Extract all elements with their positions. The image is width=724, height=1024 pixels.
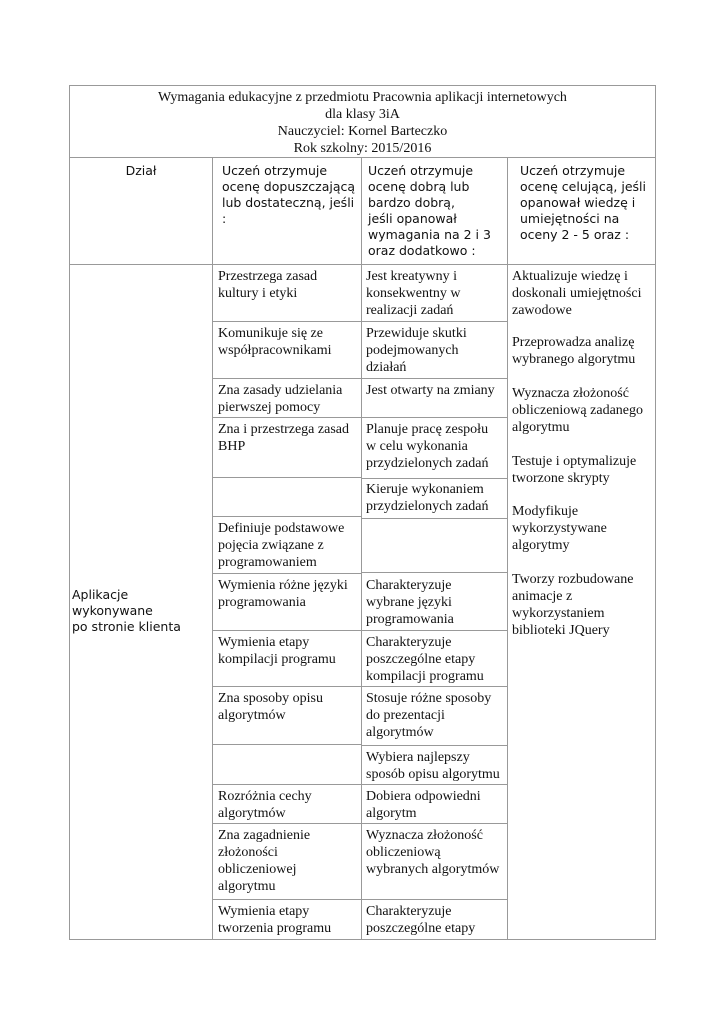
row-divider (361, 572, 507, 573)
row-divider (212, 686, 507, 687)
requirement-basic: Zna zasady udzielania pierwszej pomocy (218, 383, 343, 415)
row-divider (212, 784, 507, 785)
row-divider (361, 478, 507, 479)
requirement-good: Charakteryzuje poszczególne etapy (366, 904, 476, 936)
row-divider (361, 518, 507, 519)
requirement-good: Dobiera odpowiedni algorytm (366, 789, 481, 821)
requirement-excellent: Przeprowadza analizę wybranego algorytmu (512, 335, 636, 367)
requirement-excellent: Aktualizuje wiedzę i doskonali umiejętności zawodowe (512, 269, 642, 318)
row-divider (212, 573, 362, 574)
column-header-section: Dział (125, 163, 157, 178)
row-divider (212, 417, 507, 418)
title-line-teacher: Nauczyciel: Kornel Barteczko (277, 124, 448, 139)
requirement-good: Charakteryzuje poszczególne etapy kompilacji programu (366, 635, 484, 684)
document-title (70, 89, 655, 157)
requirement-good: Przewiduje skutki podejmowanych działań (366, 326, 467, 375)
column-header-grade-2-3: Uczeń otrzymuje ocenę dopuszczającą lub dostateczną, jeśli : (222, 163, 356, 226)
requirement-basic: Wymienia etapy kompilacji programu (218, 635, 336, 667)
requirement-good: Jest otwarty na zmiany (366, 383, 495, 398)
section-label: Aplikacje wykonywane po stronie klienta (72, 587, 181, 634)
row-divider (212, 744, 362, 745)
requirement-good: Jest kreatywny i konsekwentny w realizacji zadań (366, 269, 461, 318)
title-line-year: Rok szkolny: 2015/2016 (293, 141, 432, 156)
requirement-good: Wyznacza złożoność obliczeniową wybranych algorytmów (366, 828, 500, 877)
title-divider (69, 157, 656, 158)
requirement-good: Kieruje wykonaniem przydzielonych zadań (366, 482, 489, 514)
requirement-good: Wybiera najlepszy sposób opisu algorytmu (366, 750, 500, 782)
requirement-good: Stosuje różne sposoby do prezentacji algorytmów (366, 691, 492, 740)
row-divider (212, 516, 362, 517)
row-divider (212, 477, 362, 478)
requirement-basic: Przestrzega zasad kultury i etyki (218, 269, 318, 301)
requirement-excellent: Tworzy rozbudowane animacje z wykorzystaniem biblioteki JQuery (512, 572, 634, 638)
title-line-class: dla klasy 3iA (325, 107, 400, 122)
row-divider (212, 630, 507, 631)
requirement-basic: Zna sposoby opisu algorytmów (218, 691, 323, 723)
requirement-basic: Zna i przestrzega zasad BHP (218, 422, 349, 454)
requirement-basic: Zna zagadnienie złożoności obliczeniowej algorytmu (218, 828, 311, 894)
col-divider-3 (507, 157, 508, 940)
requirement-excellent: Wyznacza złożoność obliczeniową zadanego algorytmu (512, 386, 643, 435)
row-divider (212, 321, 507, 322)
requirement-good: Charakteryzuje wybrane języki programowania (366, 578, 454, 627)
row-divider (212, 378, 507, 379)
requirement-basic: Definiuje podstawowe pojęcia związane z programowaniem (218, 521, 345, 570)
requirement-excellent: Testuje i optymalizuje tworzone skrypty (512, 454, 637, 486)
requirement-excellent: Modyfikuje wykorzystywane algorytmy (512, 504, 607, 553)
requirement-basic: Rozróżnia cechy algorytmów (218, 789, 312, 821)
column-header-grade-6: Uczeń otrzymuje ocenę celującą, jeśli opanował wiedzę i umiejętności na oceny 2 - 5 oraz : (520, 163, 646, 242)
requirement-basic: Komunikuje się ze współpracownikami (218, 326, 332, 358)
row-divider (212, 899, 507, 900)
title-line-subject: Wymagania edukacyjne z przedmiotu Pracownia aplikacji internetowych (158, 90, 567, 105)
requirement-good: Planuje pracę zespołu w celu wykonania przydzielonych zadań (366, 422, 489, 471)
requirement-basic: Wymienia etapy tworzenia programu (218, 904, 332, 936)
header-divider (69, 264, 656, 265)
column-header-grade-4-5: Uczeń otrzymuje ocenę dobrą lub bardzo dobrą, jeśli opanował wymagania na 2 i 3 oraz dodatkowo : (368, 163, 491, 258)
row-divider (361, 745, 507, 746)
requirement-basic: Wymienia różne języki programowania (218, 578, 348, 610)
row-divider (212, 823, 507, 824)
